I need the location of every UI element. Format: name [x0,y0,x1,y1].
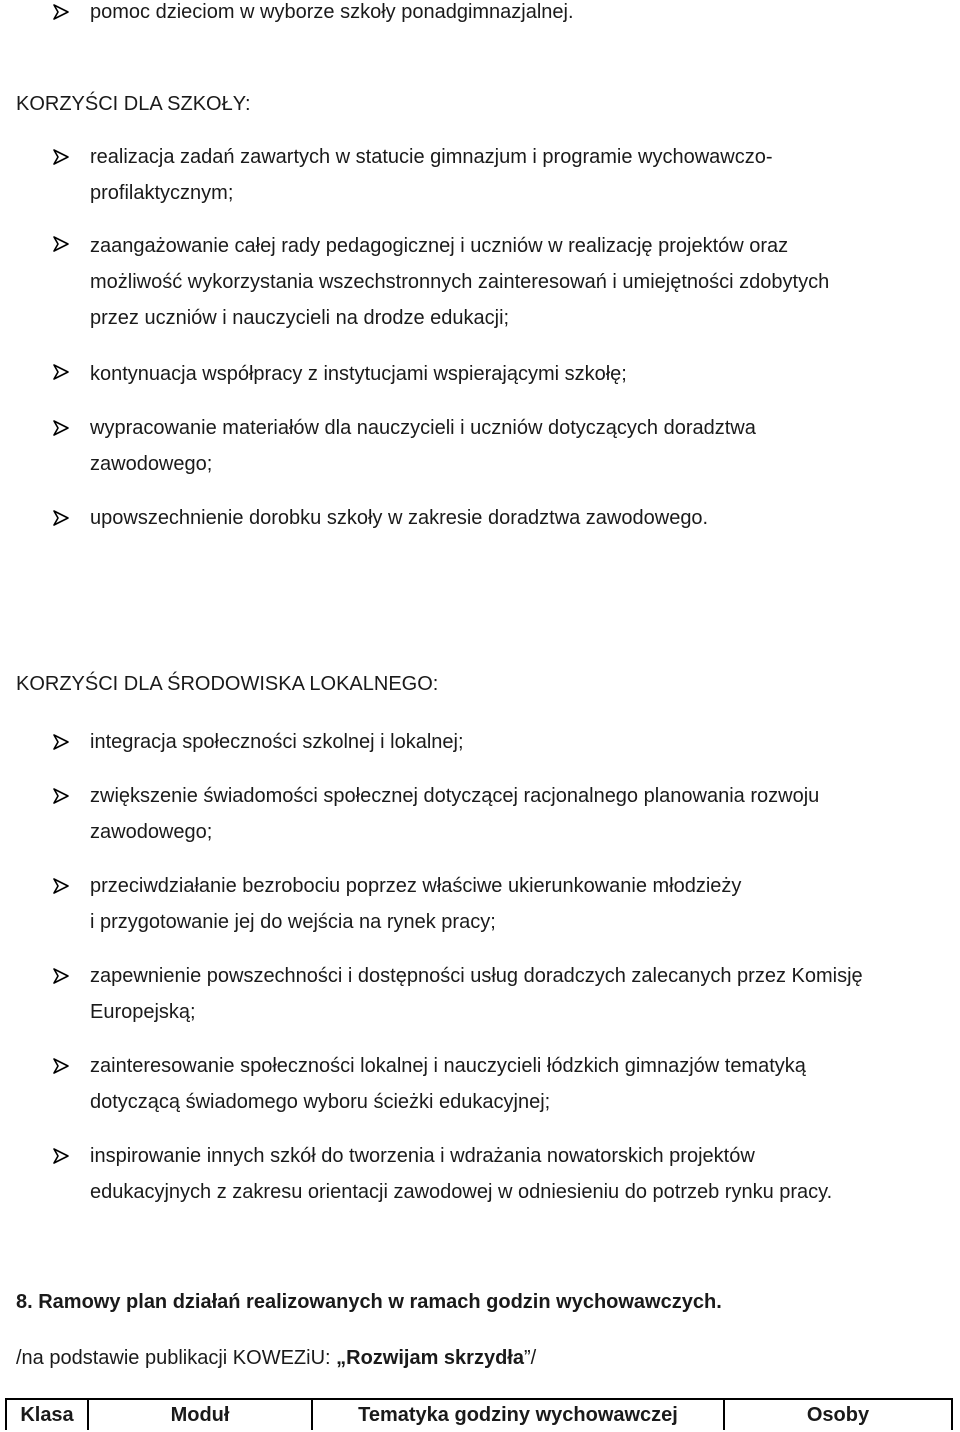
list-item-text: inspirowanie innych szkół do tworzenia i wdrażania nowatorskich projektów [90,1145,755,1167]
list-item-text: przeciwdziałanie bezrobociu poprzez właściwe ukierunkowanie młodzieży [90,875,742,897]
arrow-bullet-icon [52,363,74,385]
arrow-bullet-icon [52,1147,74,1169]
list-item-text: realizacja zadań zawartych w statucie gimnazjum i programie wychowawczo- [90,146,773,168]
list-item-text: możliwość wykorzystania wszechstronnych zainteresowań i umiejętności zdobytych [90,271,830,293]
table-header-cell: Tematyka godziny wychowawczej [313,1400,725,1430]
arrow-bullet-icon [52,3,74,25]
source-suffix: ”/ [523,1347,537,1369]
table-header-cell: Osoby [806,1403,870,1426]
table-header-cell: Klasa [7,1400,89,1430]
section-title-school: KORZYŚCI DLA SZKOŁY: [16,93,251,115]
section-title-local: KORZYŚCI DLA ŚRODOWISKA LOKALNEGO: [16,673,439,695]
source-prefix: /na podstawie publikacji KOWEZiU: [16,1347,337,1369]
arrow-bullet-icon [52,787,74,809]
list-item-text: zaangażowanie całej rady pedagogicznej i uczniów w realizację projektów oraz [90,235,789,257]
arrow-bullet-icon [52,877,74,899]
list-item-text: upowszechnienie dorobku szkoły w zakresie doradztwa zawodowego. [90,507,709,529]
arrow-bullet-icon [52,509,74,531]
list-item-text: kontynuacja współpracy z instytucjami wspierającymi szkołę; [90,363,627,385]
arrow-bullet-icon [52,419,74,441]
list-item-text: zapewnienie powszechności i dostępności usług doradczych zalecanych przez Komisję [90,965,863,987]
arrow-bullet-icon [52,235,74,257]
arrow-bullet-icon [52,1057,74,1079]
list-item-text: edukacyjnych z zakresu orientacji zawodowej w odniesieniu do potrzeb rynku pracy. [90,1181,833,1203]
arrow-bullet-icon [52,148,74,170]
plan-table-header [5,1398,953,1430]
section-heading-8: 8. Ramowy plan działań realizowanych w ramach godzin wychowawczych. [16,1291,722,1313]
list-item-text: przez uczniów i nauczycieli na drodze edukacji; [90,307,510,329]
list-item-text: pomoc dzieciom w wyborze szkoły ponadgimnazjalnej. [90,1,574,23]
list-item-text: i przygotowanie jej do wejścia na rynek pracy; [90,911,496,933]
list-item-text: Europejską; [90,1001,196,1023]
list-item-text: zwiększenie świadomości społecznej dotyczącej racjonalnego planowania rozwoju [90,785,820,807]
list-item-text: integracja społeczności szkolnej i lokalnej; [90,731,464,753]
list-item-text: zawodowego; [90,821,213,843]
list-item-text: dotyczącą świadomego wyboru ścieżki edukacyjnej; [90,1091,551,1113]
list-item-text: zawodowego; [90,453,213,475]
source-title: „Rozwijam skrzydła [336,1347,524,1369]
list-item-text: zainteresowanie społeczności lokalnej i nauczycieli łódzkich gimnazjów tematyką [90,1055,806,1077]
source-note [16,1340,536,1376]
arrow-bullet-icon [52,733,74,755]
arrow-bullet-icon [52,967,74,989]
table-header-cell: Moduł [89,1400,313,1430]
list-item-text: wypracowanie materiałów dla nauczycieli i uczniów dotyczących doradztwa [90,417,756,439]
list-item-text: profilaktycznym; [90,182,234,204]
